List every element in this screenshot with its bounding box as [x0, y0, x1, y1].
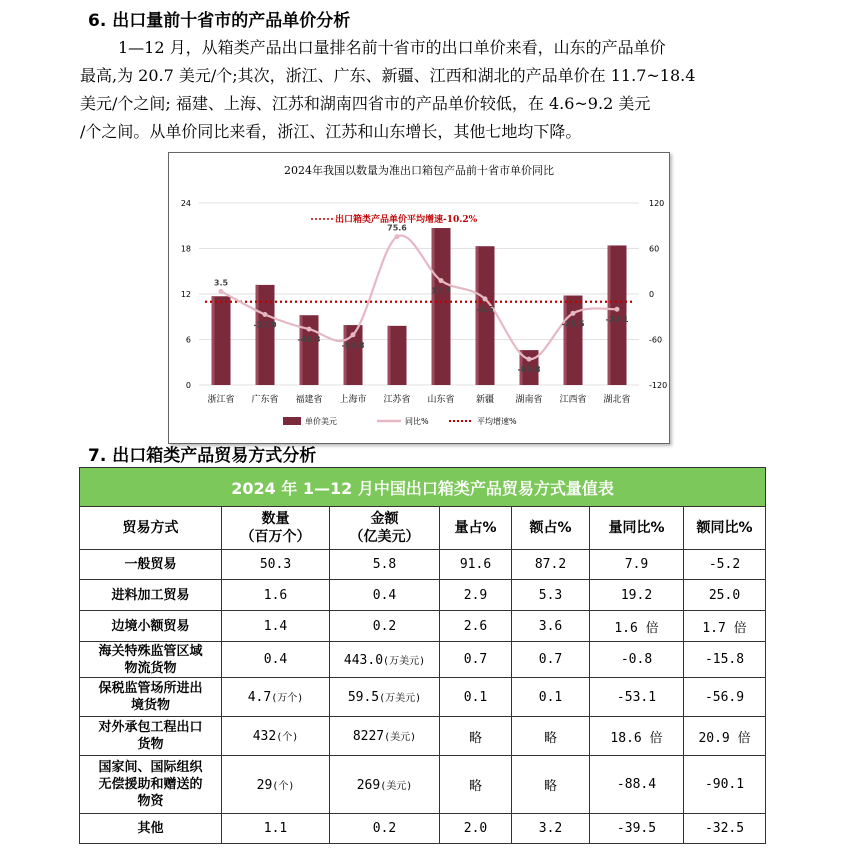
column-header — [222, 507, 330, 550]
header-line: 额同比% — [696, 520, 753, 536]
cell-value: 7.9 — [624, 557, 649, 572]
yoy-point-10 — [615, 307, 620, 312]
trade-method-cell — [80, 550, 222, 580]
quantity-share-cell — [440, 678, 512, 717]
cell-value: 0.4 — [372, 587, 397, 603]
cell-unit: (个) — [276, 732, 299, 743]
right-axis-tick: 120 — [649, 199, 665, 208]
column-header — [440, 507, 512, 550]
trade-method-line: 境货物 — [130, 698, 170, 713]
table-row — [80, 678, 766, 717]
cell-value: -15.8 — [704, 652, 745, 667]
cell-value: 1.4 — [263, 618, 288, 634]
bar-highlight — [432, 228, 435, 385]
table-header-row — [80, 507, 766, 550]
cell-unit: (个) — [272, 780, 295, 792]
quantity-yoy-cell — [590, 642, 684, 678]
cell-value: -5.2 — [708, 557, 741, 572]
cell-value: 0.1 — [538, 689, 563, 705]
trade-method-line: 边境小额贸易 — [111, 618, 190, 634]
quantity-share-cell — [440, 717, 512, 756]
header-line: 量同比% — [608, 520, 665, 536]
yoy-data-label: -53.8 — [341, 340, 365, 350]
category-label: 山东省 — [427, 395, 455, 405]
yoy-data-label: 17.7 — [431, 286, 451, 296]
amount-cell — [330, 642, 440, 678]
amount-yoy-cell — [684, 678, 766, 717]
yoy-data-label: -27.0 — [253, 320, 277, 330]
paragraph-line: 最高,为 20.7 美元/个;其次，浙江、广东、新疆、江西和湖北的产品单价在 11.7~18.4 — [80, 66, 696, 85]
header-line: 额占% — [529, 520, 572, 536]
quantity-cell — [222, 717, 330, 756]
header-line: 金额 — [370, 511, 399, 527]
cell-value: 5.8 — [372, 557, 397, 572]
amount-yoy-cell — [684, 550, 766, 580]
amount-yoy-cell — [684, 814, 766, 844]
category-label: 新疆 — [475, 395, 495, 405]
trade-method-line: 海关特殊监管区域 — [98, 643, 203, 659]
left-axis-tick: 18 — [180, 244, 191, 254]
cell-value: 443.0 — [343, 652, 384, 668]
quantity-yoy-cell — [590, 717, 684, 756]
unit-price-chart — [168, 152, 670, 444]
quantity-share-cell — [440, 611, 512, 642]
trade-method-cell — [80, 717, 222, 756]
column-header — [80, 507, 222, 550]
bar-highlight — [212, 296, 215, 385]
amount-yoy-cell — [684, 611, 766, 642]
cell-value: 1.6 倍 — [614, 620, 659, 636]
table-row — [80, 814, 766, 844]
cell-value: 20.9 倍 — [698, 730, 751, 746]
trade-method-cell — [80, 814, 222, 844]
column-header — [590, 507, 684, 550]
amount-cell — [330, 678, 440, 717]
left-axis-tick: 0 — [185, 381, 191, 390]
cell-value: 5.3 — [538, 587, 563, 603]
quantity-yoy-cell — [590, 756, 684, 814]
chart-title: 2024年我国以数量为准出口箱包产品前十省市单价同比 — [284, 164, 554, 177]
average-growth-annotation: 出口箱类产品单价平均增速-10.2% — [335, 215, 478, 225]
column-header — [512, 507, 590, 550]
trade-method-line: 无偿援助和赠送的 — [98, 777, 203, 792]
cell-unit: (美元) — [380, 780, 413, 792]
amount-share-cell — [512, 642, 590, 678]
amount-cell — [330, 611, 440, 642]
column-header — [330, 507, 440, 550]
cell-value: 4.7 — [247, 690, 272, 705]
cell-value: 25.0 — [708, 587, 741, 603]
yoy-point-5 — [395, 234, 400, 239]
amount-share-cell — [512, 814, 590, 844]
cell-value: 18.6 倍 — [610, 730, 663, 746]
yoy-point-2 — [263, 312, 268, 317]
amount-cell — [330, 580, 440, 611]
amount-cell — [330, 717, 440, 756]
cell-value: 87.2 — [534, 557, 567, 572]
amount-yoy-cell — [684, 642, 766, 678]
legend-label: 同比% — [405, 417, 429, 426]
cell-unit: (万美元) — [379, 693, 422, 704]
quantity-yoy-cell — [590, 580, 684, 611]
cell-value: 1.6 — [263, 587, 288, 603]
trade-method-line: 其他 — [137, 821, 164, 836]
amount-share-cell — [512, 678, 590, 717]
column-header — [684, 507, 766, 550]
header-line: 量占% — [454, 520, 497, 536]
amount-cell — [330, 756, 440, 814]
left-axis-tick: 24 — [180, 199, 191, 208]
category-label: 福建省 — [295, 395, 323, 405]
yoy-point-8 — [527, 357, 532, 362]
amount-yoy-cell — [684, 580, 766, 611]
trade-method-cell — [80, 642, 222, 678]
cell-value: 8227 — [352, 729, 385, 744]
trade-method-line: 一般贸易 — [124, 557, 177, 572]
cell-unit: (万美元) — [383, 655, 426, 667]
cell-value: -88.4 — [616, 777, 657, 792]
bar-highlight — [388, 326, 391, 385]
bar-highlight — [344, 325, 347, 385]
quantity-share-cell — [440, 580, 512, 611]
quantity-cell — [222, 678, 330, 717]
amount-cell — [330, 814, 440, 844]
bar-highlight — [476, 246, 479, 385]
paragraph-line: 1—12 月，从箱类产品出口量排名前十省市的出口单价来看，山东的产品单价 — [118, 38, 666, 57]
amount-share-cell — [512, 550, 590, 580]
cell-value: 2.6 — [463, 618, 488, 634]
trade-method-cell — [80, 756, 222, 814]
table-title: 2024 年 1—12 月中国出口箱类产品贸易方式量值表 — [80, 468, 766, 507]
yoy-point-3 — [307, 327, 312, 332]
trade-method-line: 对外承包工程出口 — [98, 720, 203, 735]
legend-label: 单价美元 — [305, 417, 337, 426]
table-body — [80, 550, 766, 844]
cell-value: 略 — [468, 730, 482, 746]
category-label: 江西省 — [559, 395, 587, 405]
table-row — [80, 756, 766, 814]
cell-value: 29 — [256, 777, 273, 793]
legend-swatch-unit-price — [283, 417, 301, 425]
quantity-share-cell — [440, 642, 512, 678]
cell-value: 2.0 — [463, 821, 488, 836]
right-axis-tick: -60 — [649, 335, 663, 345]
cell-value: 0.2 — [372, 821, 397, 836]
quantity-yoy-cell — [590, 550, 684, 580]
quantity-cell — [222, 611, 330, 642]
cell-value: 3.2 — [538, 821, 563, 836]
cell-value: -90.1 — [704, 777, 745, 792]
bar-highlight — [256, 285, 259, 385]
trade-method-line: 货物 — [137, 737, 164, 752]
header-unit: （亿美元） — [349, 529, 420, 545]
cell-value: 1.7 倍 — [702, 620, 747, 636]
quantity-yoy-cell — [590, 814, 684, 844]
yoy-data-label: -20.1 — [605, 315, 629, 325]
chart-svg — [169, 153, 669, 443]
section-7-heading: 7. 出口箱类产品贸易方式分析 — [88, 446, 317, 466]
header-unit: （百万个） — [240, 529, 311, 545]
category-label: 广东省 — [251, 395, 279, 405]
amount-share-cell — [512, 756, 590, 814]
table-row — [80, 642, 766, 678]
quantity-yoy-cell — [590, 678, 684, 717]
yoy-data-label: 75.6 — [387, 223, 407, 233]
trade-method-cell — [80, 580, 222, 611]
trade-method-line: 进料加工贸易 — [111, 587, 190, 603]
cell-value: 59.5 — [347, 690, 380, 705]
yoy-line — [221, 235, 617, 359]
yoy-point-4 — [351, 332, 356, 337]
header-line: 贸易方式 — [122, 520, 179, 536]
quantity-share-cell — [440, 756, 512, 814]
cell-value: 50.3 — [259, 557, 292, 572]
trade-method-cell — [80, 611, 222, 642]
cell-value: 0.1 — [463, 689, 488, 705]
yoy-point-1 — [219, 289, 224, 294]
cell-value: 19.2 — [620, 587, 653, 603]
yoy-point-7 — [483, 296, 488, 301]
yoy-data-label: -6.5 — [476, 304, 494, 314]
right-axis-tick: -120 — [649, 381, 668, 390]
cell-value: 3.6 — [538, 618, 563, 634]
cell-unit: (万个) — [271, 693, 304, 704]
left-axis-tick: 6 — [185, 335, 191, 345]
cell-value: -39.5 — [616, 821, 657, 836]
category-label: 浙江省 — [207, 395, 235, 405]
right-axis-tick: 0 — [649, 290, 655, 299]
quantity-cell — [222, 756, 330, 814]
cell-value: 0.7 — [463, 652, 488, 667]
table-row — [80, 611, 766, 642]
cell-value: 2.9 — [463, 587, 488, 603]
category-label: 江苏省 — [383, 395, 411, 405]
paragraph-line: /个之间。从单价同比来看，浙江、江苏和山东增长，其他七地均下降。 — [80, 122, 582, 141]
header-line: 数量 — [261, 511, 290, 527]
quantity-cell — [222, 814, 330, 844]
trade-method-table — [79, 467, 766, 844]
category-label: 湖南省 — [515, 395, 543, 405]
cell-value: 0.4 — [263, 652, 288, 667]
amount-yoy-cell — [684, 717, 766, 756]
quantity-cell — [222, 550, 330, 580]
cell-value: 略 — [543, 779, 557, 794]
amount-cell — [330, 550, 440, 580]
cell-value: 91.6 — [459, 557, 492, 572]
section-6-heading: 6. 出口量前十省市的产品单价分析 — [88, 11, 351, 31]
amount-share-cell — [512, 717, 590, 756]
quantity-cell — [222, 580, 330, 611]
yoy-data-label: -25.5 — [561, 319, 585, 329]
quantity-yoy-cell — [590, 611, 684, 642]
cell-value: 1.1 — [263, 821, 288, 836]
table-row — [80, 580, 766, 611]
trade-method-line: 国家间、国际组织 — [98, 760, 203, 775]
left-axis-tick: 12 — [180, 290, 191, 299]
amount-yoy-cell — [684, 756, 766, 814]
yoy-data-label: -85.8 — [517, 365, 541, 375]
table-row — [80, 717, 766, 756]
amount-share-cell — [512, 580, 590, 611]
quantity-cell — [222, 642, 330, 678]
cell-value: 0.2 — [372, 618, 397, 634]
trade-method-line: 保税监管场所进出 — [98, 681, 203, 696]
right-axis-tick: 60 — [649, 244, 660, 254]
cell-value: -0.8 — [620, 652, 653, 667]
cell-value: -53.1 — [616, 689, 657, 705]
quantity-share-cell — [440, 814, 512, 844]
cell-value: 略 — [468, 779, 482, 794]
cell-unit: (美元) — [384, 732, 417, 743]
trade-method-line: 物资 — [137, 794, 164, 809]
cell-value: 0.7 — [538, 652, 563, 667]
table-row — [80, 550, 766, 580]
category-label: 湖北省 — [603, 395, 631, 405]
cell-value: 略 — [543, 730, 557, 746]
trade-method-cell — [80, 678, 222, 717]
category-label: 上海市 — [339, 395, 367, 405]
bar-highlight — [564, 296, 567, 385]
cell-value: 432 — [252, 729, 277, 744]
amount-share-cell — [512, 611, 590, 642]
cell-value: 269 — [356, 777, 381, 793]
legend-label: 平均增速% — [477, 417, 517, 426]
yoy-point-9 — [571, 311, 576, 316]
section-6-paragraph — [80, 34, 770, 146]
trade-method-line: 物流货物 — [124, 660, 177, 676]
paragraph-line: 美元/个之间; 福建、上海、江苏和湖南四省市的产品单价较低，在 4.6~9.2 美元 — [80, 94, 651, 113]
yoy-data-label: 3.5 — [213, 278, 229, 288]
quantity-share-cell — [440, 550, 512, 580]
yoy-point-6 — [439, 278, 444, 283]
cell-value: -56.9 — [704, 689, 745, 705]
cell-value: -32.5 — [704, 821, 745, 836]
yoy-data-label: -46.3 — [297, 335, 321, 345]
